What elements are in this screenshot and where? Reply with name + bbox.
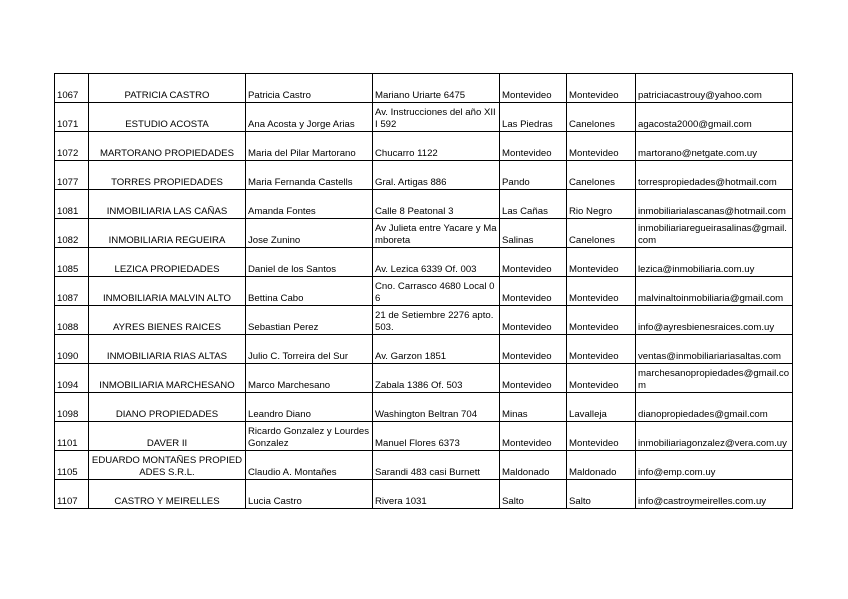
contact-person-cell: Ana Acosta y Jorge Arias — [246, 103, 373, 132]
agency-name-cell: INMOBILIARIA LAS CAÑAS — [89, 190, 246, 219]
email-cell: dianopropiedades@gmail.com — [636, 393, 793, 422]
email-cell: marchesanopropiedades@gmail.com — [636, 364, 793, 393]
city-cell: Montevideo — [500, 248, 567, 277]
contact-person-cell: Maria Fernanda Castells — [246, 161, 373, 190]
city-cell: Montevideo — [500, 277, 567, 306]
department-cell: Rio Negro — [567, 190, 636, 219]
address-cell: Rivera 1031 — [373, 480, 500, 509]
agency-id-cell: 1107 — [55, 480, 89, 509]
contact-person-cell: Jose Zunino — [246, 219, 373, 248]
email-cell: info@emp.com.uy — [636, 451, 793, 480]
table-row — [55, 103, 793, 132]
department-cell: Lavalleja — [567, 393, 636, 422]
agency-name-cell: DAVER II — [89, 422, 246, 451]
city-cell: Salto — [500, 480, 567, 509]
agency-id-cell: 1067 — [55, 74, 89, 103]
address-cell: Calle 8 Peatonal 3 — [373, 190, 500, 219]
contact-person-cell: Daniel de los Santos — [246, 248, 373, 277]
address-cell: Zabala 1386 Of. 503 — [373, 364, 500, 393]
agency-name-cell: ESTUDIO ACOSTA — [89, 103, 246, 132]
agency-id-cell: 1077 — [55, 161, 89, 190]
email-cell: inmobiliariaregueirasalinas@gmail.com — [636, 219, 793, 248]
email-cell: info@castroymeirelles.com.uy — [636, 480, 793, 509]
city-cell: Montevideo — [500, 335, 567, 364]
agency-name-cell: TORRES PROPIEDADES — [89, 161, 246, 190]
address-cell: Cno. Carrasco 4680 Local 06 — [373, 277, 500, 306]
agency-id-cell: 1088 — [55, 306, 89, 335]
table-row — [55, 451, 793, 480]
email-cell: lezica@inmobiliaria.com.uy — [636, 248, 793, 277]
agency-id-cell: 1087 — [55, 277, 89, 306]
listing-table — [54, 73, 793, 509]
table-row — [55, 248, 793, 277]
address-cell: Av. Lezica 6339 Of. 003 — [373, 248, 500, 277]
address-cell: Gral. Artigas 886 — [373, 161, 500, 190]
table-row — [55, 74, 793, 103]
table-row — [55, 277, 793, 306]
agency-name-cell: PATRICIA CASTRO — [89, 74, 246, 103]
city-cell: Montevideo — [500, 364, 567, 393]
contact-person-cell: Leandro Diano — [246, 393, 373, 422]
city-cell: Pando — [500, 161, 567, 190]
contact-person-cell: Lucia Castro — [246, 480, 373, 509]
table-row — [55, 364, 793, 393]
table-row — [55, 190, 793, 219]
city-cell: Salinas — [500, 219, 567, 248]
department-cell: Montevideo — [567, 132, 636, 161]
agency-id-cell: 1098 — [55, 393, 89, 422]
contact-person-cell: Julio C. Torreira del Sur — [246, 335, 373, 364]
department-cell: Canelones — [567, 161, 636, 190]
city-cell: Montevideo — [500, 422, 567, 451]
city-cell: Las Cañas — [500, 190, 567, 219]
table-row — [55, 161, 793, 190]
agency-id-cell: 1072 — [55, 132, 89, 161]
email-cell: malvinaltoinmobiliaria@gmail.com — [636, 277, 793, 306]
agency-id-cell: 1094 — [55, 364, 89, 393]
department-cell: Maldonado — [567, 451, 636, 480]
email-cell: martorano@netgate.com.uy — [636, 132, 793, 161]
contact-person-cell: Sebastian Perez — [246, 306, 373, 335]
contact-person-cell: Patricia Castro — [246, 74, 373, 103]
city-cell: Minas — [500, 393, 567, 422]
department-cell: Canelones — [567, 219, 636, 248]
agency-name-cell: AYRES BIENES RAICES — [89, 306, 246, 335]
table-row — [55, 393, 793, 422]
table-row — [55, 132, 793, 161]
address-cell: Av. Instrucciones del año XIII 592 — [373, 103, 500, 132]
agency-id-cell: 1085 — [55, 248, 89, 277]
city-cell: Las Piedras — [500, 103, 567, 132]
agency-id-cell: 1081 — [55, 190, 89, 219]
department-cell: Montevideo — [567, 306, 636, 335]
table-row — [55, 422, 793, 451]
contact-person-cell: Ricardo Gonzalez y Lourdes Gonzalez — [246, 422, 373, 451]
table-row — [55, 480, 793, 509]
address-cell: Chucarro 1122 — [373, 132, 500, 161]
address-cell: Av. Garzon 1851 — [373, 335, 500, 364]
department-cell: Montevideo — [567, 248, 636, 277]
agency-name-cell: DIANO PROPIEDADES — [89, 393, 246, 422]
agency-name-cell: CASTRO Y MEIRELLES — [89, 480, 246, 509]
table-row — [55, 335, 793, 364]
email-cell: agacosta2000@gmail.com — [636, 103, 793, 132]
agency-name-cell: INMOBILIARIA REGUEIRA — [89, 219, 246, 248]
contact-person-cell: Amanda Fontes — [246, 190, 373, 219]
address-cell: Av Julieta entre Yacare y Mamboreta — [373, 219, 500, 248]
agency-id-cell: 1090 — [55, 335, 89, 364]
table-row — [55, 306, 793, 335]
department-cell: Montevideo — [567, 335, 636, 364]
department-cell: Salto — [567, 480, 636, 509]
email-cell: inmobiliarialascanas@hotmail.com — [636, 190, 793, 219]
agency-name-cell: EDUARDO MONTAÑES PROPIEDADES S.R.L. — [89, 451, 246, 480]
address-cell: Manuel Flores 6373 — [373, 422, 500, 451]
email-cell: info@ayresbienesraices.com.uy — [636, 306, 793, 335]
address-cell: Washington Beltran 704 — [373, 393, 500, 422]
department-cell: Montevideo — [567, 277, 636, 306]
department-cell: Canelones — [567, 103, 636, 132]
agency-id-cell: 1082 — [55, 219, 89, 248]
email-cell: ventas@inmobiliariariasaltas.com — [636, 335, 793, 364]
email-cell: patriciacastrouy@yahoo.com — [636, 74, 793, 103]
city-cell: Montevideo — [500, 132, 567, 161]
address-cell: Sarandi 483 casi Burnett — [373, 451, 500, 480]
agency-name-cell: INMOBILIARIA RIAS ALTAS — [89, 335, 246, 364]
agency-name-cell: MARTORANO PROPIEDADES — [89, 132, 246, 161]
agency-name-cell: INMOBILIARIA MALVIN ALTO — [89, 277, 246, 306]
table-row — [55, 219, 793, 248]
contact-person-cell: Claudio A. Montañes — [246, 451, 373, 480]
contact-person-cell: Maria del Pilar Martorano — [246, 132, 373, 161]
email-cell: inmobiliariagonzalez@vera.com.uy — [636, 422, 793, 451]
department-cell: Montevideo — [567, 364, 636, 393]
contact-person-cell: Marco Marchesano — [246, 364, 373, 393]
agency-name-cell: LEZICA PROPIEDADES — [89, 248, 246, 277]
address-cell: Mariano Uriarte 6475 — [373, 74, 500, 103]
agency-id-cell: 1105 — [55, 451, 89, 480]
agency-id-cell: 1071 — [55, 103, 89, 132]
contact-person-cell: Bettina Cabo — [246, 277, 373, 306]
city-cell: Maldonado — [500, 451, 567, 480]
agency-name-cell: INMOBILIARIA MARCHESANO — [89, 364, 246, 393]
email-cell: torrespropiedades@hotmail.com — [636, 161, 793, 190]
city-cell: Montevideo — [500, 306, 567, 335]
city-cell: Montevideo — [500, 74, 567, 103]
department-cell: Montevideo — [567, 422, 636, 451]
agency-id-cell: 1101 — [55, 422, 89, 451]
listing-body — [55, 74, 793, 509]
address-cell: 21 de Setiembre 2276 apto. 503. — [373, 306, 500, 335]
department-cell: Montevideo — [567, 74, 636, 103]
